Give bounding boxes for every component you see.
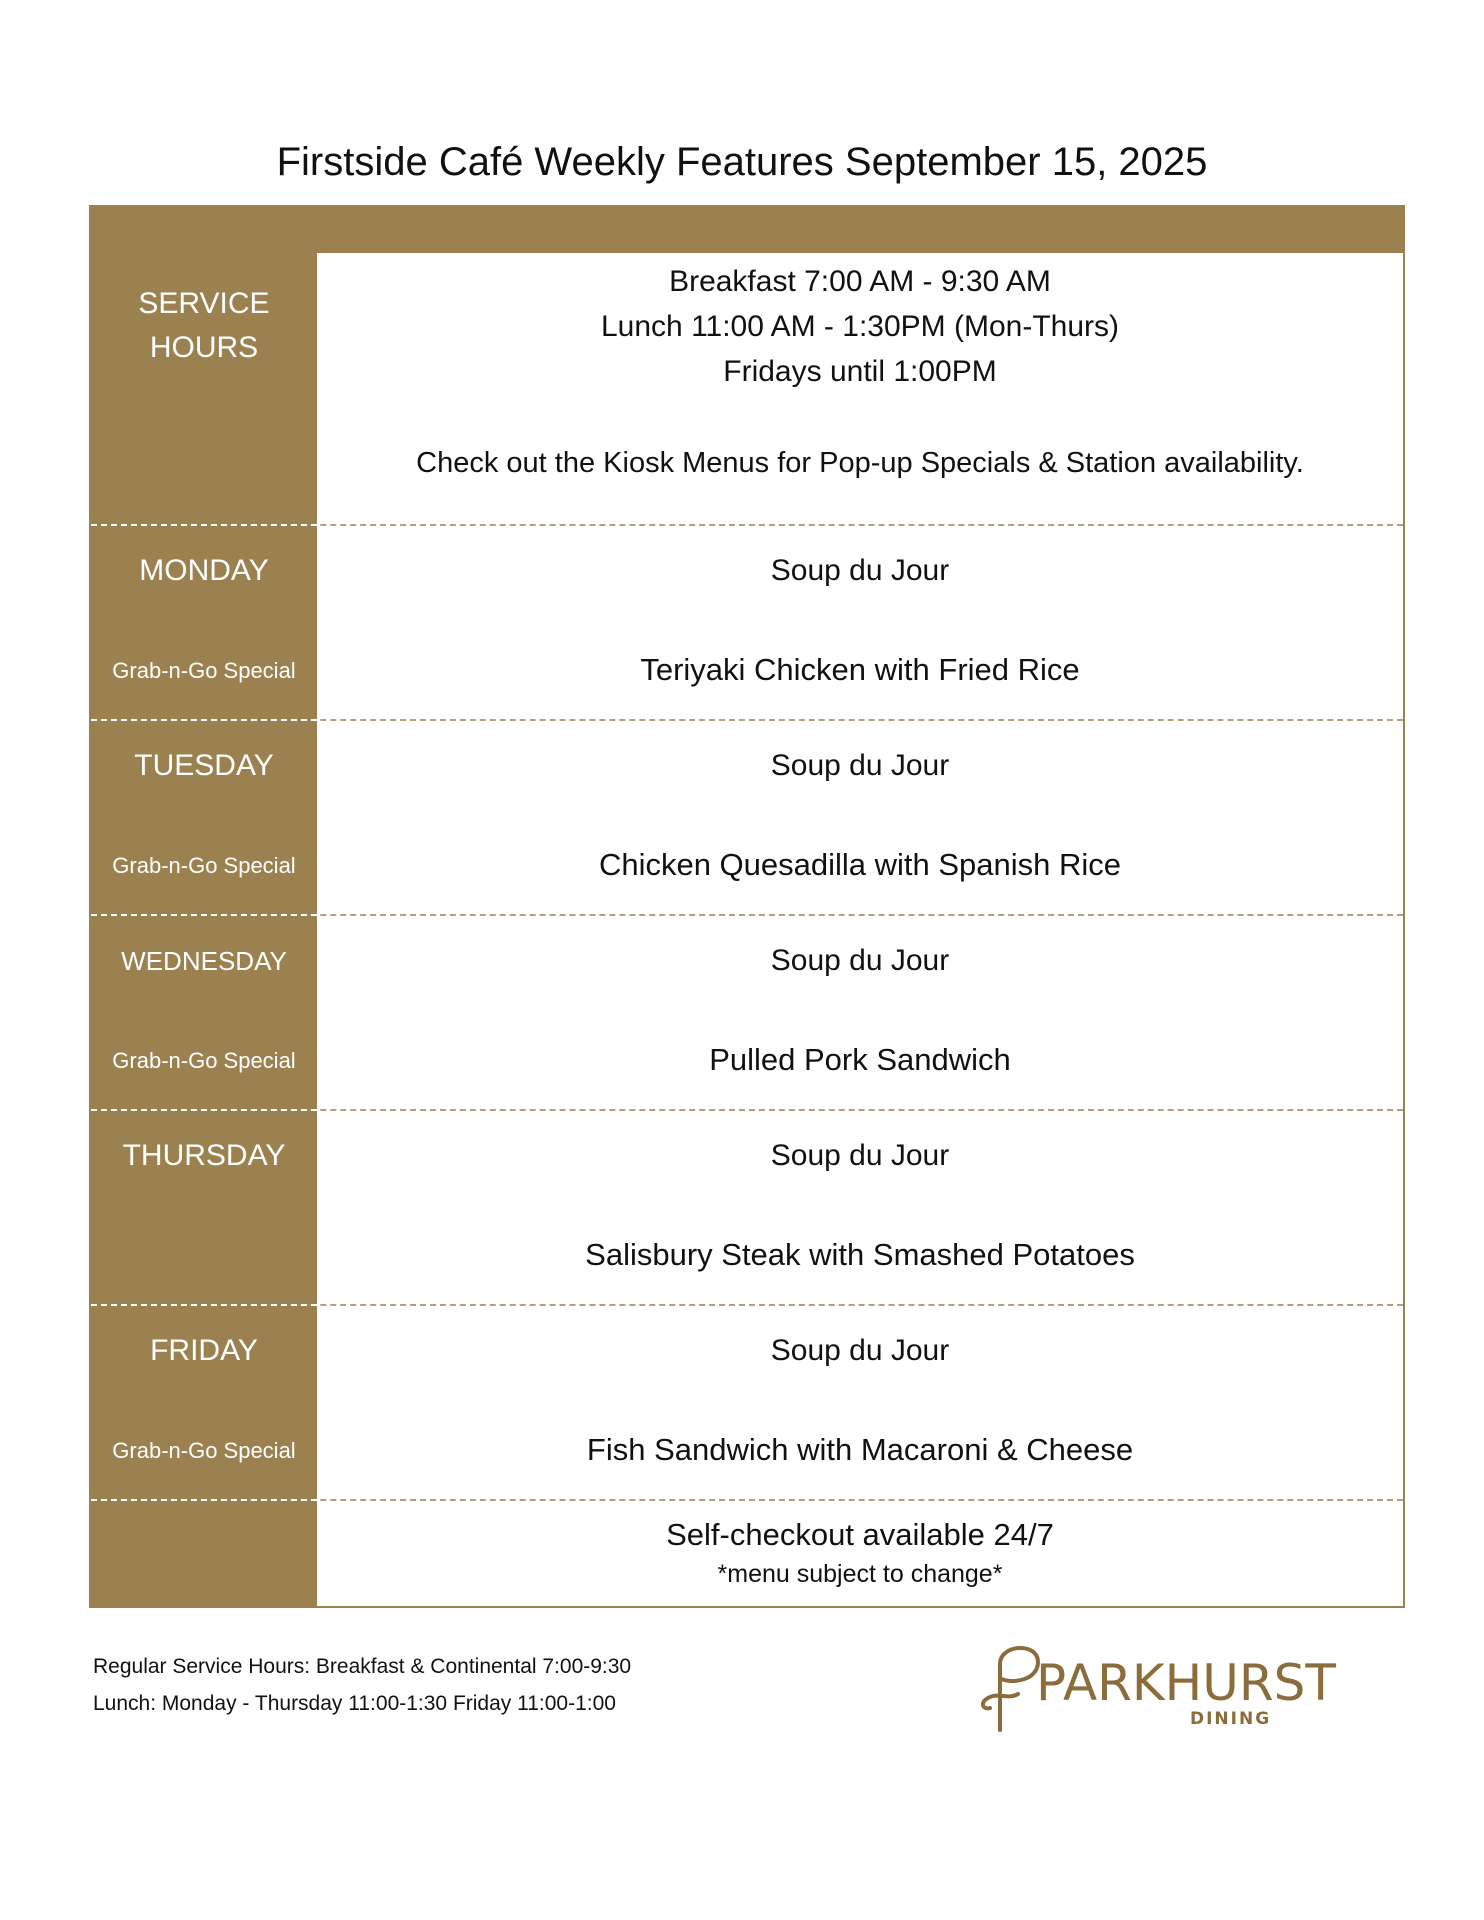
kiosk-note: Check out the Kiosk Menus for Pop-up Specials & Station availability.: [416, 447, 1304, 479]
day-label-tuesday: TUESDAY: [134, 749, 274, 782]
self-checkout-note: Self-checkout available 24/7: [666, 1517, 1054, 1552]
grab-n-go-label: Grab-n-Go Special: [112, 1048, 296, 1073]
menu-table: [89, 205, 1405, 1608]
day-label-friday: FRIDAY: [150, 1334, 258, 1367]
lunch-hours: Lunch 11:00 AM - 1:30PM (Mon-Thurs): [601, 310, 1119, 343]
menu-change-note: *menu subject to change*: [717, 1560, 1003, 1588]
service-hours-text: [317, 259, 1403, 394]
day-label-wednesday: WEDNESDAY: [121, 946, 287, 976]
soup-wednesday: Soup du Jour: [770, 944, 950, 977]
special-thursday: Salisbury Steak with Smashed Potatoes: [585, 1237, 1135, 1272]
grab-n-go-label: Grab-n-Go Special: [112, 658, 296, 683]
day-label-monday: MONDAY: [139, 554, 269, 587]
breakfast-hours: Breakfast 7:00 AM - 9:30 AM: [669, 265, 1051, 298]
footer-regular-hours: Regular Service Hours: Breakfast & Continental 7:00-9:30: [93, 1655, 632, 1678]
special-wednesday: Pulled Pork Sandwich: [709, 1042, 1011, 1077]
grab-n-go-label: Grab-n-Go Special: [112, 1438, 296, 1463]
label-divider: [91, 719, 317, 721]
footer-lunch-hours: Lunch: Monday - Thursday 11:00-1:30 Friday 11:00-1:00: [93, 1692, 616, 1715]
soup-friday: Soup du Jour: [770, 1334, 950, 1367]
logo-subtitle: DINING: [1190, 1709, 1272, 1729]
label-divider: [91, 1304, 317, 1306]
special-friday: Fish Sandwich with Macaroni & Cheese: [586, 1432, 1134, 1467]
parkhurst-dining-logo: [978, 1638, 1348, 1738]
special-tuesday: Chicken Quesadilla with Spanish Rice: [598, 847, 1122, 882]
grab-n-go-label: Grab-n-Go Special: [112, 853, 296, 878]
day-label-thursday: THURSDAY: [122, 1139, 286, 1172]
soup-thursday: Soup du Jour: [770, 1139, 950, 1172]
friday-hours: Fridays until 1:00PM: [723, 355, 997, 388]
day-label-column: [91, 207, 317, 1606]
page-title: Firstside Café Weekly Features September 15, 2025: [276, 140, 1208, 184]
label-divider: [91, 524, 317, 526]
label-divider: [91, 1109, 317, 1111]
label-divider: [91, 1499, 317, 1501]
soup-tuesday: Soup du Jour: [770, 749, 950, 782]
label-divider: [91, 914, 317, 916]
logo-wordmark: PARKHURST: [1036, 1654, 1336, 1712]
special-monday: Teriyaki Chicken with Fried Rice: [640, 652, 1080, 687]
soup-monday: Soup du Jour: [770, 554, 950, 587]
service-hours-label: SERVICE HOURS: [138, 287, 270, 364]
